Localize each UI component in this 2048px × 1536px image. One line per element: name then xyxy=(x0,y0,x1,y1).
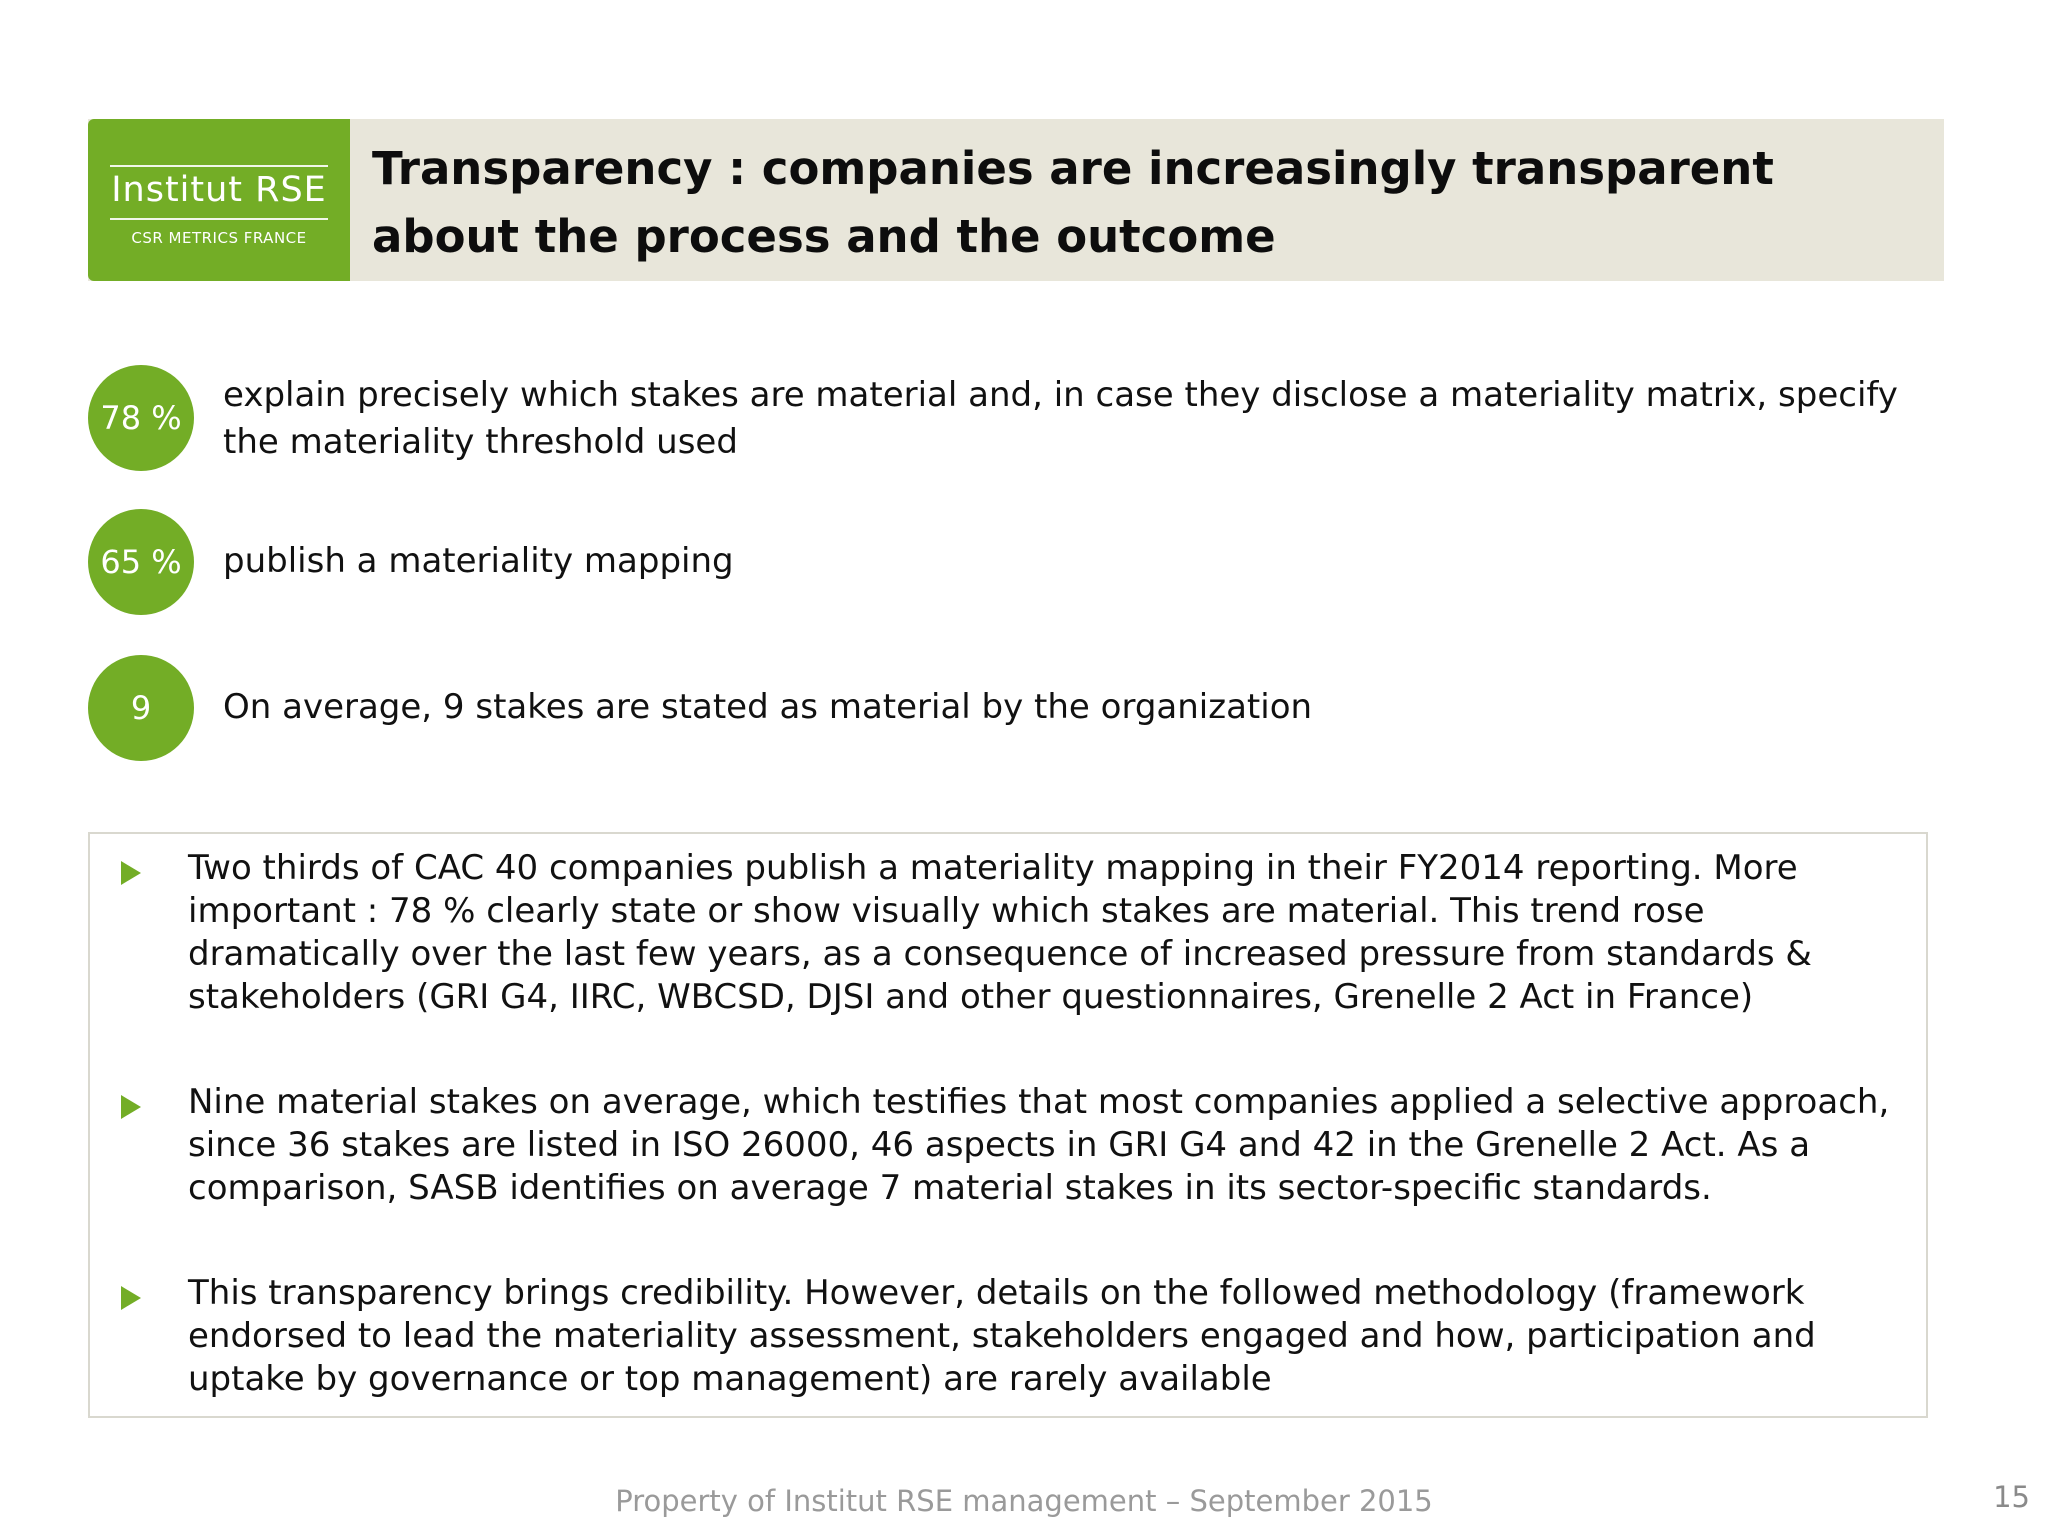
slide-title: Transparency : companies are increasingly transparent about the process and the outcome xyxy=(372,142,1774,263)
finding-text: Two thirds of CAC 40 companies publish a materiality mapping in their FY2014 reporting. More important : 78 % clearly state or show visually which stakes are material. This trend rose dramatically over the last few years, as a consequence of increased pressure from standards & stakeholders (GRI G4, IIRC, WBCSD, DJSI and other questionnaires, Grenelle 2 Act in France) xyxy=(188,848,1812,1017)
stat-description: On average, 9 stakes are stated as material by the organization xyxy=(223,687,1313,727)
slide-header xyxy=(88,119,1944,281)
stat-value-badge: 78 % xyxy=(88,365,194,471)
triangle-bullet-icon xyxy=(121,1095,141,1119)
finding-text: This transparency brings credibility. However, details on the followed methodology (framework endorsed to lead the materiality assessment, stakeholders engaged and how, participation and uptake by governance or top management) are rarely available xyxy=(188,1273,1816,1399)
stat-row xyxy=(88,655,1928,765)
page-number: 15 xyxy=(1993,1480,2030,1514)
triangle-bullet-icon xyxy=(121,1286,141,1310)
logo-subtitle: CSR METRICS FRANCE xyxy=(131,229,307,247)
stat-value-badge: 65 % xyxy=(88,509,194,615)
finding-text: Nine material stakes on average, which testifies that most companies applied a selective approach, since 36 stakes are listed in ISO 26000, 46 aspects in GRI G4 and 42 in the Grenelle 2 Act. As a comparison, SASB identifies on average 7 material stakes in its sector-specific standards. xyxy=(188,1082,1890,1208)
stat-row xyxy=(88,365,1928,475)
footer-text: Property of Institut RSE management – September 2015 xyxy=(615,1484,1433,1518)
stat-value-badge: 9 xyxy=(88,655,194,761)
stat-row xyxy=(88,509,1928,619)
triangle-bullet-icon xyxy=(121,861,141,885)
logo-name: Institut RSE xyxy=(110,165,328,220)
stat-description: publish a materiality mapping xyxy=(223,541,734,581)
institut-rse-logo xyxy=(88,119,350,281)
findings-box xyxy=(88,832,1928,1418)
stat-description: explain precisely which stakes are material and, in case they disclose a materiality matrix, specify the materiality threshold used xyxy=(223,375,1898,462)
